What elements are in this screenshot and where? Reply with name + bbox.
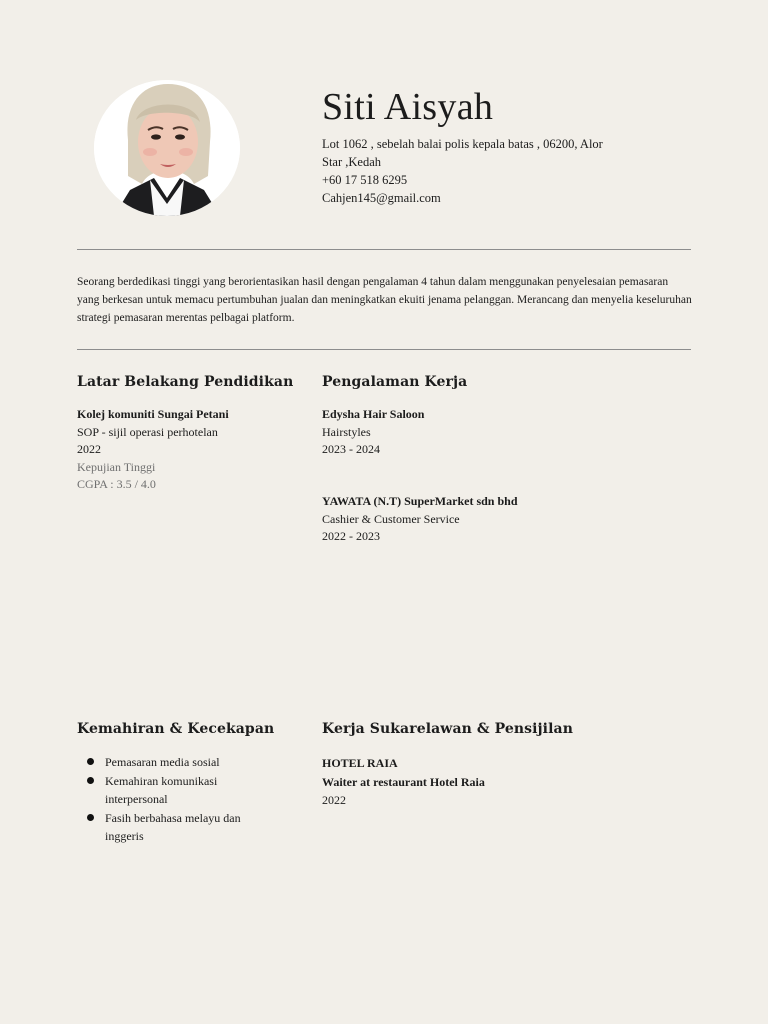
education-institution: Kolej komuniti Sungai Petani bbox=[77, 407, 229, 421]
skill-text-cont: interpersonal bbox=[105, 792, 168, 806]
education-year: 2022 bbox=[77, 442, 101, 456]
education-program: SOP - sijil operasi perhotelan bbox=[77, 424, 218, 439]
skill-item bbox=[77, 772, 277, 809]
job-role: Cashier & Customer Service bbox=[322, 511, 460, 526]
job-period: 2023 - 2024 bbox=[322, 442, 380, 456]
skill-text-cont: inggeris bbox=[105, 829, 144, 843]
address-line-2: Star ,Kedah bbox=[322, 155, 382, 169]
skill-item bbox=[77, 809, 277, 846]
candidate-name: Siti Aisyah bbox=[322, 86, 494, 128]
job-role: Hairstyles bbox=[322, 424, 371, 439]
portrait-image bbox=[94, 80, 240, 216]
profile-photo bbox=[94, 80, 240, 216]
education-title: Latar Belakang Pendidikan bbox=[77, 374, 294, 390]
experience-title: Pengalaman Kerja bbox=[322, 374, 468, 390]
volunteer-block bbox=[322, 754, 642, 810]
skill-text: Kemahiran komunikasi bbox=[105, 773, 218, 788]
education-cgpa: CGPA : 3.5 / 4.0 bbox=[77, 477, 156, 491]
job-entry bbox=[322, 493, 642, 546]
email-address: Cahjen145@gmail.com bbox=[322, 191, 441, 205]
volunteer-org: HOTEL RAIA bbox=[322, 756, 398, 770]
volunteer-title: Kerja Sukarelawan & Pensijilan bbox=[322, 721, 573, 737]
address-line-1: Lot 1062 , sebelah balai polis kepala batas , 06200, Alor bbox=[322, 137, 603, 151]
job-company: YAWATA (N.T) SuperMarket sdn bhd bbox=[322, 494, 518, 508]
education-honor: Kepujian Tinggi bbox=[77, 459, 156, 474]
job-period: 2022 - 2023 bbox=[322, 529, 380, 543]
phone-number: +60 17 518 6295 bbox=[322, 173, 408, 187]
volunteer-role: Waiter at restaurant Hotel Raia bbox=[322, 774, 485, 789]
job-company: Edysha Hair Saloon bbox=[322, 407, 425, 421]
divider-top bbox=[77, 249, 691, 250]
divider-bottom bbox=[77, 349, 691, 350]
bullet-icon bbox=[87, 814, 94, 821]
skill-text: Pemasaran media sosial bbox=[105, 755, 220, 769]
skill-text: Fasih berbahasa melayu dan bbox=[105, 810, 241, 825]
skills-title: Kemahiran & Kecekapan bbox=[77, 721, 275, 737]
profile-summary: Seorang berdedikasi tinggi yang berorientasikan hasil dengan pengalaman 4 tahun dalam menggunakan penyelesaian pemasaran yang berkesan untuk memacu pertumbuhan jualan dan meningkatkan ekuiti jenama pelanggan. Merancang dan menyelia keseluruhan strategi pemasaran merentas pelbagai platform. bbox=[77, 276, 692, 324]
skill-item bbox=[77, 753, 277, 772]
volunteer-year: 2022 bbox=[322, 793, 346, 807]
job-entry bbox=[322, 406, 642, 459]
bullet-icon bbox=[87, 777, 94, 784]
skills-list bbox=[77, 753, 277, 846]
bullet-icon bbox=[87, 758, 94, 765]
contact-info bbox=[322, 135, 632, 207]
education-block bbox=[77, 406, 297, 494]
